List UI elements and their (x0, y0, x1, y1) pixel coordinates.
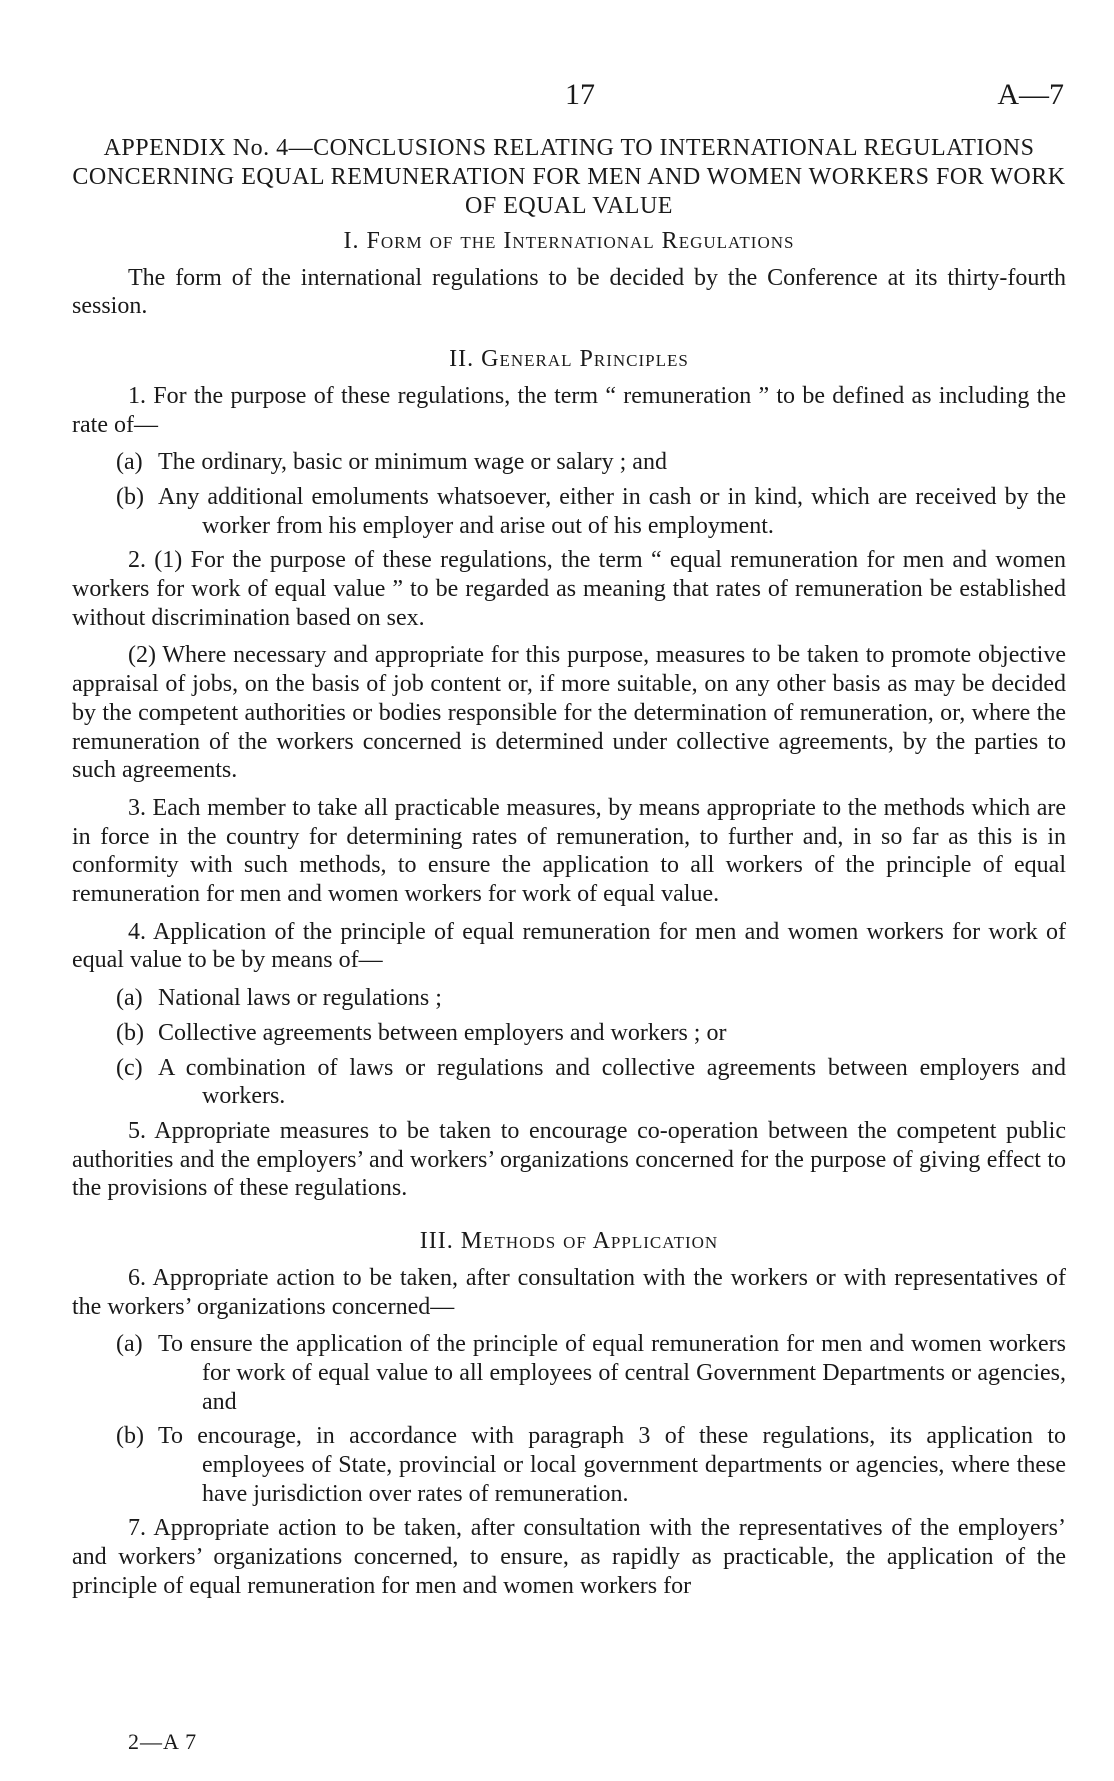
paragraph-6-item-a (72, 1330, 1066, 1416)
item-label: (b) (116, 483, 144, 510)
section-heading-methods-of-application: III. Methods of Application (419, 1228, 719, 1255)
paragraph-7: 7. Appropriate action to be taken, after consultation with the representatives of the employers’ and workers’ organizations concerned, to ensure, as rapidly as practicable, the application of the principle of equal remuneration for men and women workers for (72, 1515, 1066, 1599)
item-text: Any additional emoluments whatsoever, either in cash or in kind, which are received by the worker from his employer and arise out of his employment. (158, 483, 1066, 539)
section-heading-general-principles: II. General Principles (449, 346, 689, 373)
item-text: The ordinary, basic or minimum wage or salary ; and (158, 449, 667, 476)
paragraph-4-item-c (72, 1054, 1066, 1111)
paragraph-2-2: (2) Where necessary and appropriate for this purpose, measures to be taken to promote objective appraisal of jobs, on the basis of job content or, if more suitable, on any other basis as may be decided by the competent authorities or bodies responsible for the determination of remuneration, or, where the remuneration of the workers concerned is determined under collective agreements, by the parties to such agreements. (72, 642, 1066, 784)
signature-mark: 2—A 7 (128, 1729, 198, 1754)
paragraph-1: 1. For the purpose of these regulations, the term “ remuneration ” to be defined as including the rate of— (72, 382, 1066, 438)
section-heading-form: I. Form of the International Regulations (343, 228, 795, 254)
paragraph-6-item-b (72, 1422, 1066, 1508)
paragraph-4-item-a (72, 984, 1066, 1013)
item-text: National laws or regulations ; (158, 985, 442, 1012)
item-text: To encourage, in accordance with paragraph 3 of these regulations, its application to employees of State, provincial or local government departments or agencies, where these have jurisdiction over rates of remuneration. (158, 1423, 1066, 1507)
paragraph-1-item-b (72, 483, 1066, 540)
paragraph-1-item-a (72, 448, 1066, 477)
section-form-text: The form of the international regulations to be decided by the Conference at its thirty-fourth session. (72, 264, 1066, 320)
item-label: (a) (116, 1331, 143, 1358)
page-number: 17 (565, 78, 595, 111)
item-label: (b) (116, 1019, 144, 1046)
document-reference: A—7 (997, 78, 1064, 111)
paragraph-2-1: 2. (1) For the purpose of these regulations, the term “ equal remuneration for men and women workers for work of equal value ” to be regarded as meaning that rates of remuneration be established without discrimination based on sex. (72, 547, 1066, 631)
page-header (0, 78, 1114, 118)
item-text: Collective agreements between employers and workers ; or (158, 1019, 727, 1046)
appendix-title: APPENDIX No. 4—CONCLUSIONS RELATING TO INTERNATIONAL REGULATIONS CONCERNING EQUAL REMUNERATION FOR MEN AND WOMEN WORKERS FOR WORK OF EQUAL VALUE (72, 135, 1066, 219)
item-label: (b) (116, 1423, 144, 1450)
paragraph-4: 4. Application of the principle of equal remuneration for men and women workers for work of equal value to be by means of— (72, 918, 1066, 974)
paragraph-6: 6. Appropriate action to be taken, after consultation with the workers or with representatives of the workers’ organizations concerned— (72, 1264, 1066, 1320)
item-text: To ensure the application of the principle of equal remuneration for men and women workers for work of equal value to all employees of central Government Departments or agencies, and (158, 1331, 1066, 1415)
paragraph-4-item-b (72, 1019, 1066, 1048)
item-label: (c) (116, 1054, 143, 1081)
page-body (72, 134, 1066, 1610)
paragraph-5: 5. Appropriate measures to be taken to encourage co-operation between the competent public authorities and the employers’ and workers’ organizations concerned for the purpose of giving effect to the provisions of these regulations. (72, 1117, 1066, 1202)
item-label: (a) (116, 985, 143, 1012)
paragraph-3: 3. Each member to take all practicable measures, by means appropriate to the methods which are in force in the country for determining rates of remuneration, to further and, in so far as this is in conformity with such methods, to ensure the application to all workers of the principle of equal remuneration for men and women workers for work of equal value. (72, 794, 1066, 908)
item-text: A combination of laws or regulations and collective agreements between employers and workers. (158, 1054, 1066, 1110)
item-label: (a) (116, 449, 143, 476)
